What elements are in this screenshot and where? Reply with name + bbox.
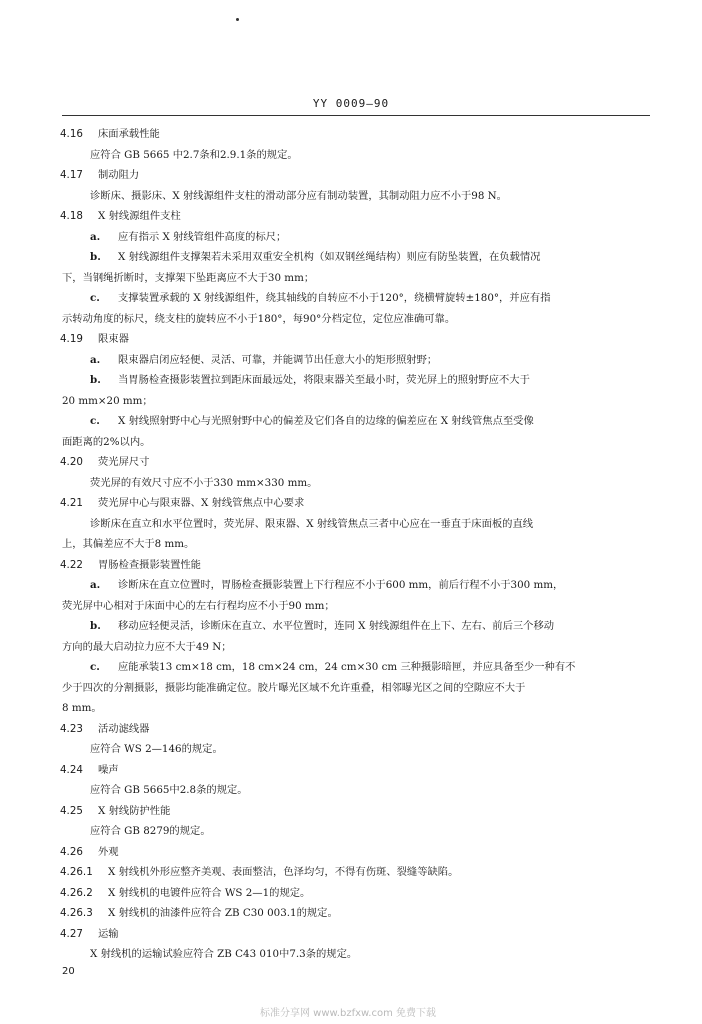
scan-speck xyxy=(236,18,239,21)
list-item xyxy=(90,414,534,428)
section-heading xyxy=(60,209,181,223)
section-heading xyxy=(60,906,338,920)
line-text: 限束器 xyxy=(98,333,129,345)
line-text: 应符合 GB 5665中2.8条的规定。 xyxy=(90,784,248,796)
line-text: 8 mm。 xyxy=(62,702,102,714)
section-number: 4.19 xyxy=(60,333,83,345)
line-text: 诊断床、摄影床、X 射线源组件支柱的滑动部分应有制动装置，其制动阻力应不小于98 N。 xyxy=(90,190,507,202)
list-item-label: b. xyxy=(90,620,101,632)
line-text: 少于四次的分割摄影，摄影均能准确定位。胶片曝光区域不允许重叠，相邻曝光区之间的空隙应不大于 xyxy=(62,682,526,694)
section-number: 4.26.2 xyxy=(60,887,93,899)
line-text: 应有指示 X 射线管组件高度的标尺； xyxy=(118,231,287,243)
line-text: 面距离的2%以内。 xyxy=(62,436,151,448)
header-rule xyxy=(62,115,650,116)
section-heading xyxy=(60,865,458,879)
line-text: 制动阻力 xyxy=(98,169,140,181)
line-text: X 射线机的油漆件应符合 ZB C30 003.1的规定。 xyxy=(108,907,338,919)
line-text: 下，当钢绳折断时，支撑架下坠距离应不大于30 mm； xyxy=(62,272,315,284)
line-text: 荧光屏的有效尺寸应不小于330 mm×330 mm。 xyxy=(90,477,318,489)
list-item-label: b. xyxy=(90,374,101,386)
line-text: 应符合 WS 2—146的规定。 xyxy=(90,743,223,755)
section-heading xyxy=(60,927,119,941)
line-text: 限束器启闭应轻便、灵活、可靠，并能调节出任意大小的矩形照射野； xyxy=(118,354,438,366)
line-text: 移动应轻便灵活，诊断床在直立、水平位置时，连同 X 射线源组件在上下、左右、前后三个移动 xyxy=(118,620,555,632)
list-item xyxy=(90,660,575,674)
line-text: 荧光屏中心与限束器、X 射线管焦点中心要求 xyxy=(98,497,305,509)
list-item-label: c. xyxy=(90,661,100,673)
line-text: 活动滤线器 xyxy=(98,723,150,735)
list-item-label: c. xyxy=(90,415,100,427)
line-text: X 射线机的电镀件应符合 WS 2—1的规定。 xyxy=(108,887,311,899)
body-text xyxy=(90,783,248,797)
body-text xyxy=(90,824,211,838)
list-item xyxy=(90,230,286,244)
section-heading xyxy=(60,127,160,141)
line-text: 应符合 GB 5665 中2.7条和2.9.1条的规定。 xyxy=(90,149,298,161)
continuation-line xyxy=(62,701,102,715)
line-text: 诊断床在直立位置时，胃肠检查摄影装置上下行程应不小于600 mm，前后行程不小于300 mm， xyxy=(118,579,564,591)
line-text: 上，其偏差应不大于8 mm。 xyxy=(62,538,195,550)
line-text: X 射线防护性能 xyxy=(98,805,171,817)
section-number: 4.24 xyxy=(60,764,83,776)
body-text xyxy=(90,742,223,756)
line-text: 运输 xyxy=(98,928,119,940)
page-number: 20 xyxy=(62,966,75,977)
continuation-line xyxy=(62,537,194,551)
section-heading xyxy=(60,804,170,818)
body-text xyxy=(90,148,298,162)
list-item xyxy=(90,291,551,305)
continuation-line xyxy=(62,394,153,408)
body-text xyxy=(90,476,317,490)
continuation-line xyxy=(62,640,232,654)
line-text: X 射线源组件支柱 xyxy=(98,210,181,222)
list-item-label: a. xyxy=(90,579,101,591)
section-heading xyxy=(60,886,310,900)
continuation-line xyxy=(62,271,314,285)
line-text: 噪声 xyxy=(98,764,119,776)
line-text: 支撑装置承载的 X 射线源组件，绕其轴线的自转应不小于120°，绕横臂旋转±180°，并应有指 xyxy=(118,292,551,304)
list-item xyxy=(90,619,554,633)
section-heading xyxy=(60,845,119,859)
line-text: 应符合 GB 8279的规定。 xyxy=(90,825,211,837)
list-item-label: a. xyxy=(90,231,101,243)
section-heading xyxy=(60,168,139,182)
list-item xyxy=(90,578,563,592)
list-item xyxy=(90,353,437,367)
section-number: 4.26.3 xyxy=(60,907,93,919)
line-text: 荧光屏中心相对于床面中心的左右行程均应不小于90 mm； xyxy=(62,600,335,612)
list-item xyxy=(90,250,540,264)
line-text: 20 mm×20 mm； xyxy=(62,395,153,407)
section-heading xyxy=(60,722,149,736)
section-heading xyxy=(60,763,119,777)
continuation-line xyxy=(62,312,455,326)
section-heading xyxy=(60,332,129,346)
section-number: 4.17 xyxy=(60,169,83,181)
continuation-line xyxy=(62,435,150,449)
line-text: 应能承装13 cm×18 cm，18 cm×24 cm，24 cm×30 cm 三种摄影暗匣，并应具备至少一种有不 xyxy=(118,661,576,673)
body-text xyxy=(90,517,533,531)
line-text: 外观 xyxy=(98,846,119,858)
section-number: 4.18 xyxy=(60,210,83,222)
body-text xyxy=(90,947,357,961)
watermark: 标准分享网 www.bzfxw.com 免费下载 xyxy=(260,1008,436,1019)
continuation-line xyxy=(62,599,335,613)
continuation-line xyxy=(62,681,525,695)
line-text: X 射线照射野中心与光照射野中心的偏差及它们各自的边缘的偏差应在 X 射线管焦点至受像 xyxy=(118,415,534,427)
line-text: 方向的最大启动拉力应不大于49 N； xyxy=(62,641,232,653)
line-text: 荧光屏尺寸 xyxy=(98,456,150,468)
section-heading xyxy=(60,558,201,572)
section-number: 4.21 xyxy=(60,497,83,509)
section-number: 4.27 xyxy=(60,928,83,940)
line-text: 诊断床在直立和水平位置时，荧光屏、限束器、X 射线管焦点三者中心应在一垂直于床面板的直线 xyxy=(90,518,534,530)
list-item-label: b. xyxy=(90,251,101,263)
section-number: 4.26.1 xyxy=(60,866,93,878)
list-item xyxy=(90,373,530,387)
line-text: 当胃肠检查摄影装置拉到距床面最远处，将限束器关至最小时，荧光屏上的照射野应不大于 xyxy=(118,374,530,386)
body-text xyxy=(90,189,507,203)
line-text: 示转动角度的标尺，绕支柱的旋转应不小于180°，每90°分档定位，定位应准确可靠。 xyxy=(62,313,456,325)
section-number: 4.20 xyxy=(60,456,83,468)
section-heading xyxy=(60,496,304,510)
section-heading xyxy=(60,455,149,469)
line-text: 床面承载性能 xyxy=(98,128,160,140)
list-item-label: a. xyxy=(90,354,101,366)
page-header: YY 0009—90 xyxy=(312,97,390,110)
line-text: X 射线源组件支撑架若未采用双重安全机构（如双钢丝绳结构）则应有防坠装置，在负载情况 xyxy=(118,251,541,263)
section-number: 4.16 xyxy=(60,128,83,140)
section-number: 4.26 xyxy=(60,846,83,858)
section-number: 4.23 xyxy=(60,723,83,735)
line-text: 胃肠检查摄影装置性能 xyxy=(98,559,201,571)
section-number: 4.25 xyxy=(60,805,83,817)
section-number: 4.22 xyxy=(60,559,83,571)
line-text: X 射线机外形应整齐美观、表面整洁，色泽均匀，不得有伤斑、裂缝等缺陷。 xyxy=(108,866,459,878)
line-text: X 射线机的运输试验应符合 ZB C43 010中7.3条的规定。 xyxy=(90,948,358,960)
list-item-label: c. xyxy=(90,292,100,304)
